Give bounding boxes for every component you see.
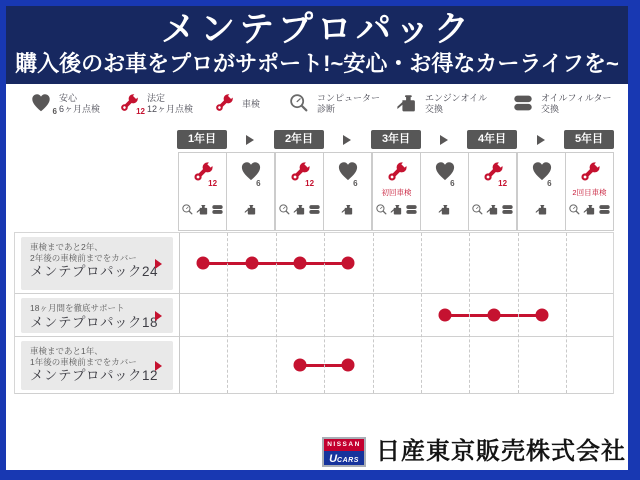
timeline-column: 12 (178, 152, 227, 231)
inspection-label: 初回車検 (381, 188, 412, 197)
year-arrow-icon (440, 135, 448, 145)
content-area (6, 84, 628, 470)
timeline-column: 6 (420, 152, 469, 231)
service-dot (439, 309, 452, 322)
timeline-column (372, 152, 421, 231)
pack-button-mentepropack12[interactable] (21, 341, 173, 390)
timeline-column: 6 (226, 152, 275, 231)
legend-label: コンピューター 診断 (317, 93, 381, 114)
legend-item (288, 92, 380, 116)
chevron-right-icon (155, 361, 162, 371)
diagnosis-magnifier-icon (375, 203, 388, 216)
year-box: 1年目 (177, 130, 227, 149)
legend-label: 安心 6ヶ月点検 (59, 93, 101, 114)
grid-line (276, 233, 277, 393)
pack-name: メンテプロパック12 (30, 368, 159, 383)
service-dot (536, 309, 549, 322)
wrench-icon (385, 160, 409, 184)
ucars-logo-text: UCARS (324, 451, 364, 465)
legend-label: 法定 12ヶ月点検 (147, 93, 194, 114)
wrench-icon (578, 160, 602, 184)
nissan-logo-text: NISSAN (324, 439, 364, 451)
engine-oil-can-icon (196, 203, 209, 216)
oil-filter-icon (598, 203, 611, 216)
pack-desc: 18ヶ月間を徹底サポート (30, 303, 125, 313)
oil-filter-icon (501, 203, 514, 216)
engine-oil-can-icon (341, 203, 354, 216)
chevron-right-icon (155, 311, 162, 321)
oil-filter-icon (308, 203, 321, 216)
heart-icon (30, 92, 52, 114)
timeline-column: 6 (517, 152, 566, 231)
pack-desc: 車検まであと2年、 2年後の車検前までをカバー (30, 242, 137, 263)
wrench-icon (213, 92, 235, 114)
year-box: 2年目 (274, 130, 324, 149)
year-box: 3年目 (371, 130, 421, 149)
service-dot (294, 359, 307, 372)
grid-line (421, 233, 422, 393)
year-arrow-icon (246, 135, 254, 145)
service-dot (342, 359, 355, 372)
diagnosis-magnifier-icon (181, 203, 194, 216)
pack-name: メンテプロパック18 (30, 314, 159, 330)
timeline-column: 12 (275, 152, 324, 231)
engine-oil-can-icon (438, 203, 451, 216)
grid-line (324, 233, 325, 393)
timeline-column: 6 (323, 152, 372, 231)
year-arrow-icon (537, 135, 545, 145)
service-dot (245, 257, 258, 270)
grid-line (518, 233, 519, 393)
legend-item: 12 法定 12ヶ月点検 (118, 92, 193, 116)
oil-filter-icon (211, 203, 224, 216)
engine-oil-can-icon (486, 203, 499, 216)
engine-oil-can-icon (293, 203, 306, 216)
legend-item: 6 安心 6ヶ月点検 (30, 92, 100, 116)
company-name: 日産東京販売株式会社 (376, 438, 626, 465)
year-box: 5年目 (564, 130, 614, 149)
service-dot (342, 257, 355, 270)
grid-line (227, 233, 228, 393)
pack-button-mentepropack24[interactable] (21, 237, 173, 290)
service-dot (294, 257, 307, 270)
grid-line (179, 233, 180, 393)
diagnosis-magnifier-icon (568, 203, 581, 216)
engine-oil-can-icon (535, 203, 548, 216)
header-band (6, 6, 628, 84)
grid-line (469, 233, 470, 393)
pack-name: メンテプロパック24 (30, 264, 159, 279)
grid-line (566, 233, 567, 393)
timeline-column (565, 152, 614, 231)
pack-row-12 (15, 337, 613, 394)
legend-label: エンジンオイル 交換 (425, 93, 488, 114)
inspection-label: 2回目車検 (572, 188, 607, 197)
engine-oil-can-icon (583, 203, 596, 216)
pack-row-18 (15, 294, 613, 337)
legend-label: 車検 (242, 98, 261, 109)
legend-item (213, 92, 260, 116)
page-subtitle: 購入後のお車をプロがサポート!~安心・お得なカーライフを~ (15, 51, 619, 76)
engine-oil-can-icon (396, 92, 418, 114)
timeline-table (14, 232, 614, 394)
chevron-right-icon (155, 259, 162, 269)
flyer-panel (6, 6, 628, 470)
diagnosis-magnifier-icon (278, 203, 291, 216)
engine-oil-can-icon (244, 203, 257, 216)
grid-line (373, 233, 374, 393)
pack-row-24 (15, 233, 613, 294)
timeline-column: 12 (468, 152, 517, 231)
oil-filter-icon (405, 203, 418, 216)
legend-item (396, 92, 487, 116)
service-dot (487, 309, 500, 322)
pack-desc: 車検まであと1年、 1年後の車検前までをカバー (30, 346, 137, 367)
nissan-ucars-logo (322, 437, 366, 467)
legend-item (512, 92, 611, 116)
engine-oil-can-icon (390, 203, 403, 216)
diagnosis-magnifier-icon (288, 92, 310, 114)
diagnosis-magnifier-icon (471, 203, 484, 216)
page-title: メンテプロパック (160, 10, 473, 49)
legend-label: オイルフィルター 交換 (541, 93, 612, 114)
oil-filter-icon (512, 92, 534, 114)
year-box: 4年目 (467, 130, 517, 149)
pack-button-mentepropack18[interactable] (21, 298, 173, 333)
service-dot (197, 257, 210, 270)
year-arrow-icon (343, 135, 351, 145)
